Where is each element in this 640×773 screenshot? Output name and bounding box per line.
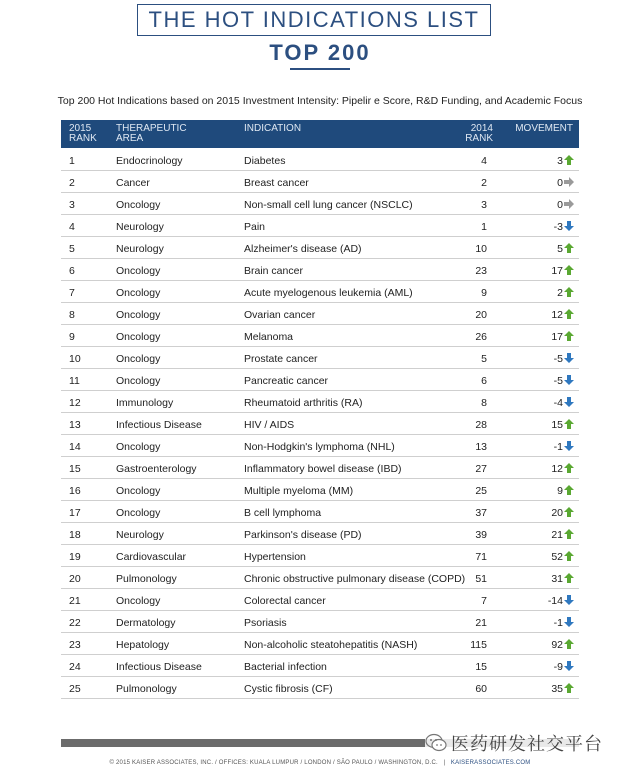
- arrow-up-icon: [564, 507, 574, 517]
- table-row: [61, 281, 579, 303]
- movement-cell: -1: [553, 617, 563, 629]
- table-row: [61, 413, 579, 435]
- rank-2015-cell: 10: [69, 353, 81, 365]
- rank-2014-cell: 6: [481, 375, 487, 387]
- rank-2014-cell: 13: [475, 441, 487, 453]
- table-row: [61, 369, 579, 391]
- therapeutic-area-cell: Oncology: [116, 331, 161, 343]
- therapeutic-area-cell: Oncology: [116, 595, 161, 607]
- table-row: [61, 325, 579, 347]
- movement-cell: 0: [557, 177, 563, 189]
- watermark-text: 医药研发社交平台: [451, 734, 603, 755]
- header-2014-rank: 2014 RANK: [465, 123, 493, 144]
- rank-2015-cell: 25: [69, 683, 81, 695]
- indication-cell: Non-alcoholic steatohepatitis (NASH): [244, 639, 418, 651]
- movement-cell: 21: [551, 529, 563, 541]
- therapeutic-area-cell: Neurology: [116, 529, 164, 541]
- arrow-up-icon: [564, 639, 574, 649]
- rank-2015-cell: 4: [69, 221, 75, 233]
- rank-2015-cell: 5: [69, 243, 75, 255]
- movement-cell: -4: [553, 397, 563, 409]
- rank-2014-cell: 115: [470, 639, 487, 651]
- indication-cell: Chronic obstructive pulmonary disease (COPD): [244, 573, 466, 585]
- table-row: [61, 303, 579, 325]
- watermark: [425, 728, 603, 758]
- rank-2014-cell: 27: [475, 463, 487, 475]
- indication-cell: Non-Hodgkin's lymphoma (NHL): [244, 441, 395, 453]
- movement-cell: 12: [551, 309, 563, 321]
- therapeutic-area-cell: Cardiovascular: [116, 551, 187, 563]
- arrow-up-icon: [564, 683, 574, 693]
- subtitle-underline: [290, 68, 350, 70]
- rank-2015-cell: 16: [69, 485, 81, 497]
- rank-2014-cell: 71: [475, 551, 487, 563]
- table-row: [61, 545, 579, 567]
- arrow-up-icon: [564, 309, 574, 319]
- rank-2015-cell: 21: [69, 595, 81, 607]
- rank-2014-cell: 39: [475, 529, 487, 541]
- movement-cell: 12: [551, 463, 563, 475]
- rank-2015-cell: 2: [69, 177, 75, 189]
- indication-cell: Diabetes: [244, 155, 286, 167]
- header-2015-rank: 2015 RANK: [69, 123, 97, 144]
- arrow-up-icon: [564, 551, 574, 561]
- therapeutic-area-cell: Pulmonology: [116, 683, 177, 695]
- rank-2014-cell: 51: [475, 573, 487, 585]
- rank-2014-cell: 8: [481, 397, 487, 409]
- indication-cell: Colorectal cancer: [244, 595, 326, 607]
- arrow-up-icon: [564, 463, 574, 473]
- indication-cell: Psoriasis: [244, 617, 287, 629]
- arrow-down-icon: [564, 617, 574, 627]
- rank-2015-cell: 18: [69, 529, 81, 541]
- movement-cell: 2: [557, 287, 563, 299]
- therapeutic-area-cell: Oncology: [116, 199, 161, 211]
- rank-2015-cell: 1: [69, 155, 75, 167]
- table-row: [61, 589, 579, 611]
- indication-cell: Rheumatoid arthritis (RA): [244, 397, 363, 409]
- indication-cell: Melanoma: [244, 331, 294, 343]
- table-row: [61, 391, 579, 413]
- rank-2014-cell: 25: [475, 485, 487, 497]
- arrow-down-icon: [564, 441, 574, 451]
- movement-cell: 17: [551, 331, 563, 343]
- indication-cell: Non-small cell lung cancer (NSCLC): [244, 199, 413, 211]
- therapeutic-area-cell: Infectious Disease: [116, 419, 202, 431]
- rank-2014-cell: 2: [481, 177, 487, 189]
- arrow-up-icon: [564, 529, 574, 539]
- indication-cell: HIV / AIDS: [244, 419, 295, 431]
- rank-2015-cell: 19: [69, 551, 81, 563]
- rank-2015-cell: 11: [69, 375, 80, 387]
- rank-2015-cell: 15: [69, 463, 81, 475]
- movement-cell: 9: [557, 485, 563, 497]
- therapeutic-area-cell: Gastroenterology: [116, 463, 197, 475]
- therapeutic-area-cell: Pulmonology: [116, 573, 177, 585]
- table-row: [61, 611, 579, 633]
- header-therapeutic-area: THERAPEUTIC AREA: [116, 123, 187, 144]
- rank-2015-cell: 6: [69, 265, 75, 277]
- table-row: [61, 655, 579, 677]
- therapeutic-area-cell: Neurology: [116, 221, 164, 233]
- arrow-down-icon: [564, 595, 574, 605]
- indication-cell: Brain cancer: [244, 265, 303, 277]
- rank-2015-cell: 13: [69, 419, 81, 431]
- rank-2015-cell: 7: [69, 287, 75, 299]
- therapeutic-area-cell: Oncology: [116, 441, 161, 453]
- arrow-up-icon: [564, 485, 574, 495]
- table-row: [61, 479, 579, 501]
- movement-cell: 20: [551, 507, 563, 519]
- therapeutic-area-cell: Infectious Disease: [116, 661, 202, 673]
- header-indication: INDICATION: [244, 123, 302, 134]
- table-row: [61, 435, 579, 457]
- movement-cell: -9: [553, 661, 563, 673]
- movement-cell: 52: [551, 551, 563, 563]
- table-row: [61, 215, 579, 237]
- rank-2015-cell: 24: [69, 661, 81, 673]
- table-header: [61, 120, 579, 148]
- footer-text: © 2015 KAISER ASSOCIATES, INC. / OFFICES: KUALA LUMPUR / LONDON / SÃO PAULO / WASHINGTON, D.C.: [109, 760, 438, 766]
- movement-cell: 0: [557, 199, 563, 211]
- rank-2014-cell: 1: [481, 221, 487, 233]
- rank-2014-cell: 7: [481, 595, 487, 607]
- table-row: [61, 259, 579, 281]
- indication-cell: Alzheimer's disease (AD): [244, 243, 362, 255]
- movement-cell: -5: [553, 375, 563, 387]
- table-row: [61, 193, 579, 215]
- indication-cell: Breast cancer: [244, 177, 309, 189]
- movement-cell: 35: [551, 683, 563, 695]
- therapeutic-area-cell: Oncology: [116, 507, 161, 519]
- indication-cell: Parkinson's disease (PD): [244, 529, 362, 541]
- arrow-up-icon: [564, 287, 574, 297]
- rank-2014-cell: 28: [475, 419, 487, 431]
- rank-2014-cell: 10: [475, 243, 487, 255]
- therapeutic-area-cell: Neurology: [116, 243, 164, 255]
- arrow-down-icon: [564, 397, 574, 407]
- movement-cell: 31: [551, 573, 563, 585]
- wechat-icon: [425, 733, 447, 753]
- therapeutic-area-cell: Oncology: [116, 353, 161, 365]
- arrow-down-icon: [564, 375, 574, 385]
- indication-cell: Pain: [244, 221, 266, 233]
- indication-cell: Ovarian cancer: [244, 309, 316, 321]
- arrow-up-icon: [564, 155, 574, 165]
- indication-cell: Cystic fibrosis (CF): [244, 683, 333, 695]
- rank-2015-cell: 9: [69, 331, 75, 343]
- therapeutic-area-cell: Cancer: [116, 177, 150, 189]
- movement-cell: 3: [557, 155, 563, 167]
- indication-cell: Multiple myeloma (MM): [244, 485, 354, 497]
- arrow-down-icon: [564, 661, 574, 671]
- indication-cell: B cell lymphoma: [244, 507, 322, 519]
- movement-cell: 15: [551, 419, 563, 431]
- arrow-up-icon: [564, 573, 574, 583]
- rank-2014-cell: 60: [475, 683, 487, 695]
- indication-cell: Pancreatic cancer: [244, 375, 329, 387]
- therapeutic-area-cell: Oncology: [116, 265, 161, 277]
- therapeutic-area-cell: Oncology: [116, 485, 161, 497]
- rank-2015-cell: 20: [69, 573, 81, 585]
- arrow-up-icon: [564, 265, 574, 275]
- rank-2015-cell: 17: [69, 507, 81, 519]
- movement-cell: 5: [557, 243, 563, 255]
- table-row: [61, 457, 579, 479]
- page-subtitle: TOP 200: [269, 40, 371, 65]
- arrow-down-icon: [564, 221, 574, 231]
- table-body: [61, 149, 579, 699]
- rank-2014-cell: 20: [475, 309, 487, 321]
- table-row: [61, 523, 579, 545]
- indication-cell: Acute myelogenous leukemia (AML): [244, 287, 413, 299]
- movement-cell: -1: [553, 441, 563, 453]
- table-row: [61, 567, 579, 589]
- arrow-down-icon: [564, 353, 574, 363]
- movement-cell: 92: [551, 639, 563, 651]
- rank-2014-cell: 15: [475, 661, 487, 673]
- rank-2014-cell: 37: [475, 507, 487, 519]
- therapeutic-area-cell: Endocrinology: [116, 155, 183, 167]
- rank-2014-cell: 21: [475, 617, 487, 629]
- rank-2015-cell: 22: [69, 617, 81, 629]
- arrow-up-icon: [564, 419, 574, 429]
- rank-2014-cell: 3: [481, 199, 487, 211]
- header-movement: MOVEMENT: [515, 123, 573, 134]
- table-row: [61, 347, 579, 369]
- therapeutic-area-cell: Oncology: [116, 375, 161, 387]
- table-row: [61, 677, 579, 699]
- therapeutic-area-cell: Immunology: [116, 397, 174, 409]
- title-box: [137, 4, 491, 36]
- table-row: [61, 149, 579, 171]
- footer: © 2015 KAISER ASSOCIATES, INC. / OFFICES: KUALA LUMPUR / LONDON / SÃO PAULO / WASHINGTON, D.C. | KAISERASSOCIATES.COM: [109, 760, 531, 766]
- footer-link[interactable]: KAISERASSOCIATES.COM: [450, 760, 531, 766]
- rank-2014-cell: 23: [475, 265, 487, 277]
- rank-2015-cell: 8: [69, 309, 75, 321]
- movement-cell: -5: [553, 353, 563, 365]
- table-row: [61, 633, 579, 655]
- arrow-up-icon: [564, 331, 574, 341]
- therapeutic-area-cell: Oncology: [116, 309, 161, 321]
- page-title: THE HOT INDICATIONS LIST: [148, 7, 480, 32]
- therapeutic-area-cell: Dermatology: [116, 617, 176, 629]
- rank-2015-cell: 12: [69, 397, 81, 409]
- rank-2014-cell: 26: [475, 331, 487, 343]
- indication-cell: Hypertension: [244, 551, 306, 563]
- arrow-right-icon: [564, 177, 574, 187]
- table-row: [61, 501, 579, 523]
- rank-2015-cell: 3: [69, 199, 75, 211]
- table-description: Top 200 Hot Indications based on 2015 Investment Intensity: Pipelir e Score, R&D Funding, and Academic Focus: [57, 95, 583, 107]
- therapeutic-area-cell: Oncology: [116, 287, 161, 299]
- indication-cell: Prostate cancer: [244, 353, 318, 365]
- movement-cell: -14: [547, 595, 563, 607]
- table-row: [61, 171, 579, 193]
- rank-2014-cell: 9: [481, 287, 487, 299]
- movement-cell: 17: [551, 265, 563, 277]
- movement-cell: -3: [553, 221, 563, 233]
- rank-2014-cell: 4: [481, 155, 487, 167]
- therapeutic-area-cell: Hepatology: [116, 639, 170, 651]
- rank-2014-cell: 5: [481, 353, 487, 365]
- arrow-right-icon: [564, 199, 574, 209]
- arrow-up-icon: [564, 243, 574, 253]
- rank-2015-cell: 23: [69, 639, 81, 651]
- indication-cell: Inflammatory bowel disease (IBD): [244, 463, 402, 475]
- table-row: [61, 237, 579, 259]
- rank-2015-cell: 14: [69, 441, 81, 453]
- indication-cell: Bacterial infection: [244, 661, 327, 673]
